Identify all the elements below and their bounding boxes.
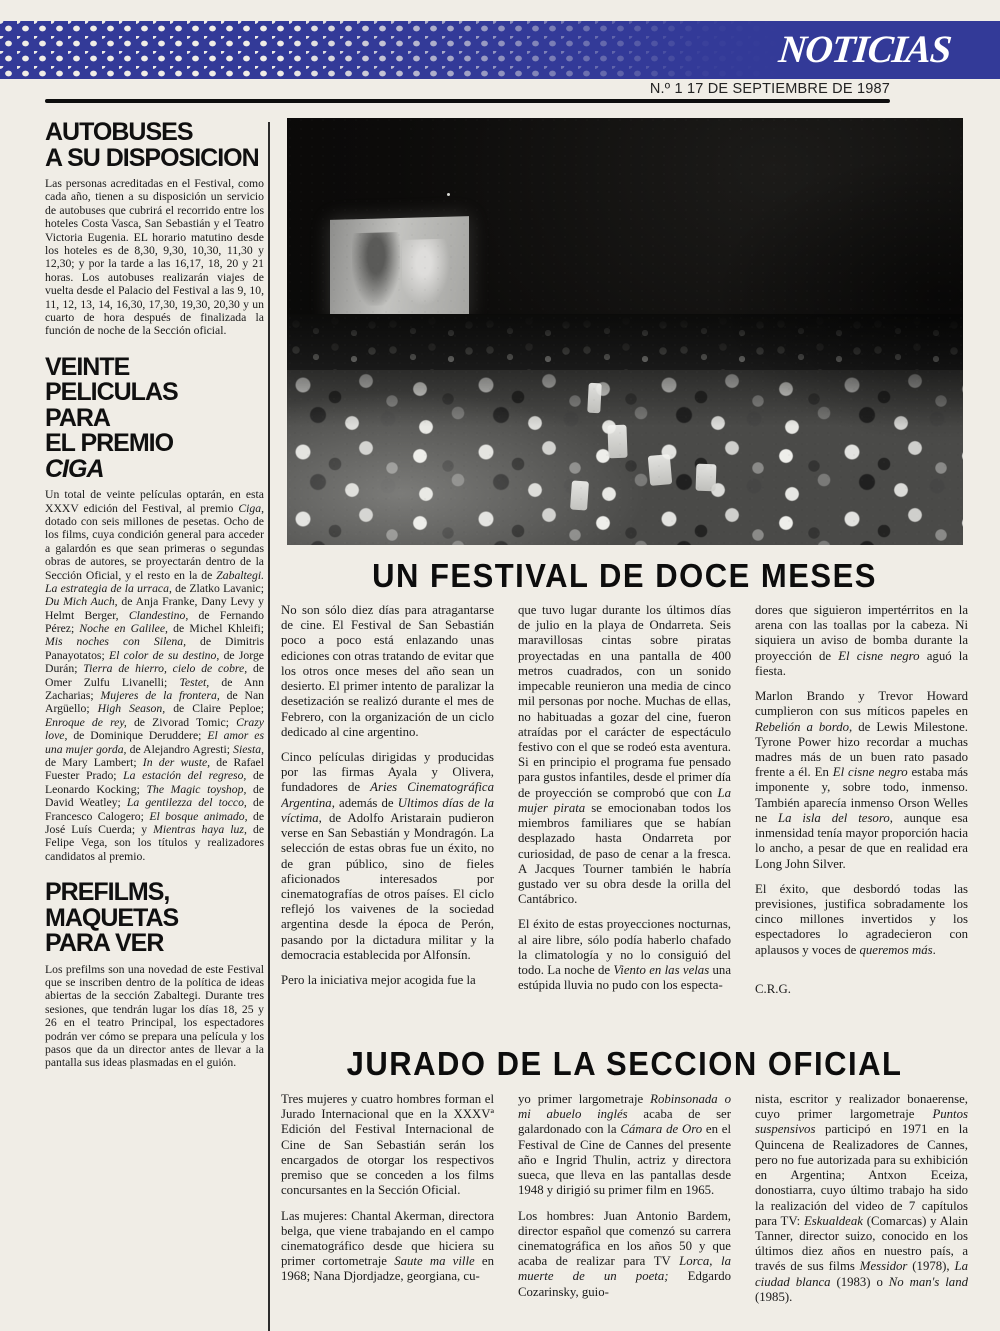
byline: C.R.G. [755, 981, 791, 996]
article-veinte-peliculas [45, 352, 265, 863]
article-autobuses-body: Las personas acreditadas en el Festival, como cada año, tienen a su disposición un servicio de autobuses que cubrirá el recorrido entre los hoteles Costa Vasca, San Sebastián y el Teatro Victoria Eugenia. EL horario matutino desde los hoteles es de 8,30, 9,30, 10,30, 11,30 y 12,30; y por la tarde a las 16,17, 18, 20 y 21 horas. Los autobuses realizarán viajes de vuelta desde el Palacio del Festival a las 9, 10, 11, 12, 13, 14, 16,30, 17,30, 19,30, 20,30 y un cuarto de hora después de finalizada la función de noche de la Sección oficial. [45, 177, 264, 338]
title-line: MAQUETAS [45, 903, 179, 932]
title-line: EL PREMIO CIGA [45, 429, 174, 483]
title-line: PARA VER [45, 929, 164, 958]
article-prefilms-title [45, 880, 264, 957]
paragraph: nista, escritor y realizador bonaerense, cuyo primer largometraje Puntos suspensivos participó en 1971 en la Quincena de Realizadores de Cannes, pero no fue autorizada para su exhibición en Argentina; Antxon Eceiza, donostiarra, cuyo último trabajo ha sido la realización del video de 7 capítulos para TV: Eskualdeak (Comarcas) y Alain Tanner, director suizo, conocido en los últimos diez años en nuestro país, a través de sus films Messidor (1978), La ciudad blanca (1983) o No man's land (1985). [755, 1092, 968, 1304]
column-divider-rule [268, 122, 270, 1331]
paragraph: Los hombres: Juan Antonio Bardem, director español que comenzó su carrera cinematográfica en los años 50 y que acaba de realizar para TV Lorca, la muerte de un poeta; Edgardo Cozarinsky, guio- [518, 1208, 732, 1299]
jurado-article-col3 [755, 1092, 968, 1331]
title-line: A SU DISPOSICION [45, 143, 259, 172]
paragraph: Tres mujeres y cuatro hombres forman el Jurado Internacional que en la XXXVª Edición del Festival Internacional de Cine de San Sebastián serán los encargados de otorgar los respectivos premiso que se conceden a los films concursantes en la Sección Oficial. [281, 1092, 494, 1198]
title-line: VEINTE PELICULAS [45, 352, 178, 407]
paragraph: Marlon Brando y Trevor Howard cumplieron con sus míticos papeles en Rebelión a bordo, de Lewis Milestone. Tyrone Power hizo recordar a muchas madres más de un buen rato pasado frente a él. En El cisne negro estaba más imponente y, sobre todo, inmenso. También aparecía inmenso Orson Welles ne La isla del tesoro, aunque esa inmensidad tenía mayor proporción hacia lo ancho, a pesar de que en realidad era Long John Silver. [755, 689, 968, 871]
festival-article-col3 [755, 603, 968, 1040]
jurado-article [281, 1092, 968, 1331]
article-autobuses-title [45, 120, 264, 171]
paragraph: El éxito, que desbordó todas las previsiones, justifica sobradamente los cinco millones invertidos y los espectadores lo agradecieron con aplausos y voces de queremos más. [755, 881, 968, 957]
jurado-article-col1 [281, 1092, 494, 1331]
festival-article-col2 [518, 603, 731, 1040]
article-veinte-peliculas-body: Un total de veinte películas optarán, en esta XXXV edición del Festival, al premio Ciga, dotado con seis millones de pesetas. Ocho de los films, cuya condición general para acceder a galardón es que sean primeras o segundas obras de autores, se proyectarán dentro de la Sección Oficial, y el resto en la de Zabaltegi. La estrategia de la urraca, de Zlatko Lavanic; Du Mich Auch, de Anja Franke, Dany Levy y Helmt Berger, Clandestino, de Fernando Pérez; Noche en Galilee, de Michel Khleifi; Mis noches con Silena, de Dimitris Panayotatos; El color de su destino, de Jorge Durán; Tierra de hierro, cielo de cobre, de Omer Zulfu Livanelli; Testet, de Ann Zacharias; Mujeres de la frontera, de Nan Argüello; High Season, de Claire Peploe; Enroque de rey, de Zivorad Tomic; Crazy love, de Dominique Deruddere; El amor es una mujer gorda, de Alejandro Agresti; Siesta, de Mary Lambert; In der wuste, de Rafael Fuester Prado; La estación del regreso, de Leonardo Kocking; The Magic toyshop, de David Weatley; La gentilezza del tocco, de Francesco Calogero; El bosque animado, de José Luís Cuerda; y Mientras haya luz, de Felipe Vega, son los títulos y realizadores candidatos al premio. [45, 488, 265, 863]
article-veinte-peliculas-title [45, 352, 264, 483]
main-content [281, 115, 968, 1331]
festival-article [281, 603, 968, 1040]
title-line: AUTOBUSES [45, 118, 193, 146]
header-rule [45, 99, 890, 103]
festival-headline: UN FESTIVAL DE DOCE MESES [372, 556, 877, 595]
sidebar-column [45, 120, 264, 1087]
title-line: PARA [45, 403, 110, 432]
article-prefilms-body: Los prefilms son una novedad de este Festival que se inscriben dentro de la política de ideas abiertas de la sección Zabaltegi. Durante tres sesiones, que tendrán lugar los días 18, 25 y 26 en el teatro Principal, los espectadores podrán ver cómo se prepara una película y los pasos que da un director antes de llevar a la pantalla sus ideas plasmadas en el guión. [45, 962, 264, 1070]
paragraph: El éxito de estas proyecciones nocturnas, al aire libre, sólo podía haberlo chafado la climatología y no lo consiguió del todo. La noche de Viento en las velas una estúpida lluvia no pudo con los especta- [518, 917, 731, 993]
jurado-headline: JURADO DE LA SECCION OFICIAL [346, 1044, 903, 1083]
title-line: PREFILMS, [45, 878, 170, 907]
paragraph: Cinco películas dirigidas y producidas por las firmas Ayala y Olivera, fundadores de Aries Cinematográfica Argentina, además de Ultimos días de la víctima, de Adolfo Aristarain pudieron verse en San Sebastián y Mondragón. La selección de estas obras fue un éxito, no de gran público, sino de fieles aficionados interesados por cinematografías de otros países. El ciclo reflejó los vaivenes de la sociedad argentina desde la época de Perón, pasando por la dictadura militar y la democracia establecida por Alfonsín. [281, 749, 494, 962]
dateline: N.º 1 17 DE SEPTIEMBRE DE 1987 [649, 81, 890, 97]
masthead-banner [0, 21, 1000, 79]
article-autobuses [45, 120, 264, 338]
paragraph: que tuvo lugar durante los últimos días de julio en la playa de Ondarreta. Seis maravillosas cintas sobre piratas proyectadas en una pantalla de 400 metros cuadrados, con un sonido impecable reunieron una media de cinco mil personas por noche. Muchas de ellas, no habituadas a gozar del cine, fueron atraídas por el carácter de espectáculo festivo con el que se rodeó esta aventura. Si en principio el programa fue pensado para gustos infantiles, desde el primer día de proyección se comprobó que con La mujer pirata se emocionaban todos los miembros familiares que se habían desplazado hasta Ondarreta por curiosidad, de paso de cenar a la fresca. A Jacques Tourner también le habría gustado ver su obra desde la orilla del Cantábrico. [518, 603, 731, 907]
article-prefilms [45, 880, 264, 1070]
paragraph: Pero la iniciativa mejor acogida fue la [281, 973, 476, 988]
masthead-logo: NOTICIAS [776, 28, 953, 72]
paragraph: No son sólo diez días para atragantarse de cine. El Festival de San Sebastián poco a poco está enlazando unas ediciones con otras tratando de evitar que los otros once meses del año sean un desierto. El primer intento de paralizar la desetización se realizó durante el mes de Febrero, con la organización de un ciclo dedicado al cine argentino. [281, 603, 494, 739]
jurado-article-col2 [518, 1092, 731, 1331]
paragraph: yo primer largometraje Robinsonada o mi abuelo inglés acaba de ser galardonado con la Cámara de Oro en el Festival de Cine de Cannes del presente año e Ingrid Thulin, actriz y directora sueca, que lleva en las pantallas desde 1948 y dirigió su primer film en 1965. [518, 1092, 732, 1198]
paragraph: dores que siguieron impertérritos en la arena con las toallas por la cabeza. Ni siquiera un aviso de bomba durante la proyección de El cisne negro aguó la fiesta. [755, 603, 968, 678]
festival-night-photo [287, 118, 963, 545]
festival-article-col1 [281, 603, 494, 1040]
photo-grain [287, 118, 963, 545]
paragraph: Las mujeres: Chantal Akerman, directora belga, que viene trabajando en el campo cinematográfico desde que hiciera su primer cortometraje Saute ma ville en 1968; Nana Djordjadze, georgiana, cu- [281, 1208, 494, 1284]
